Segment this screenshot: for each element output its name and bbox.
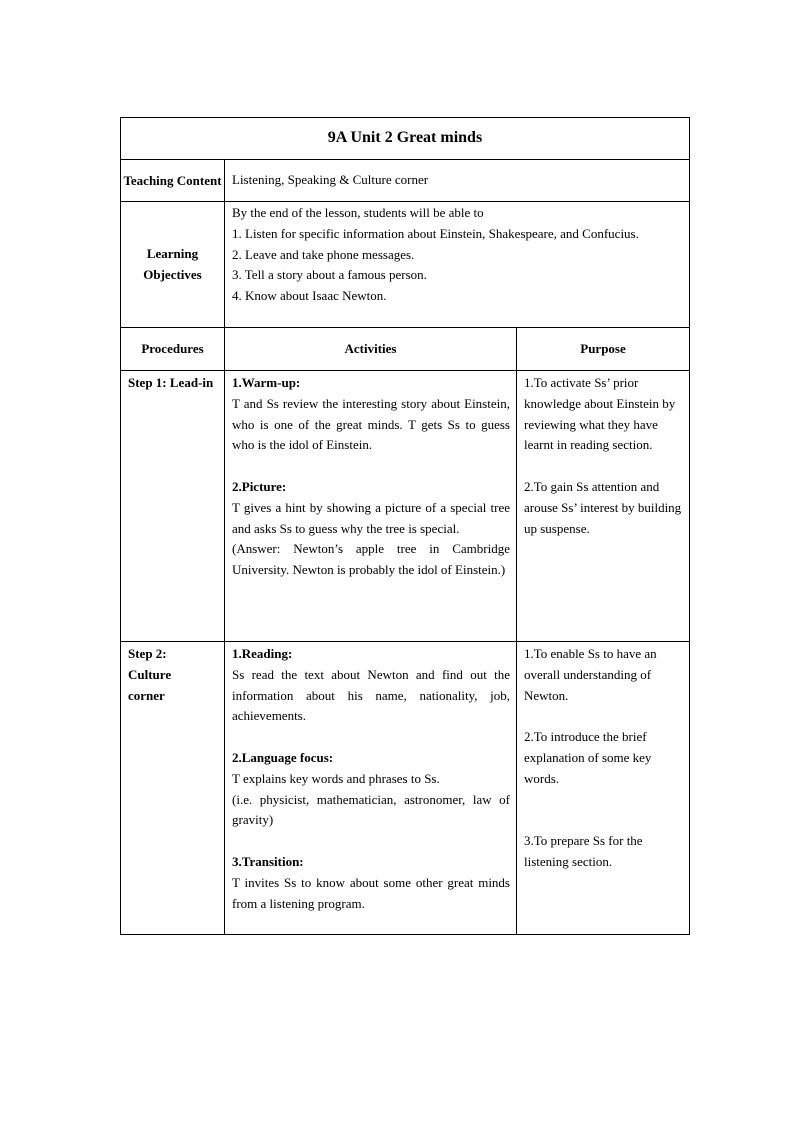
title-row bbox=[121, 118, 690, 160]
activity-heading: 1.Warm-up: bbox=[232, 375, 301, 390]
teaching-content-row bbox=[121, 160, 690, 202]
activities-header: Activities bbox=[225, 328, 517, 371]
spacer bbox=[232, 831, 510, 852]
activity-text: Ss read the text about Newton and find out the information about his name, nationality, job, achievements. bbox=[232, 666, 510, 724]
spacer bbox=[524, 810, 683, 831]
activity-text: T gives a hint by showing a picture of a special tree and asks Ss to guess why the tree is special. bbox=[232, 499, 510, 536]
step-row bbox=[121, 371, 690, 642]
lesson-plan-table bbox=[120, 117, 690, 935]
purpose-text: 2.To introduce the brief explanation of some key words. bbox=[524, 729, 652, 786]
objective-line: 1. Listen for specific information about Einstein, Shakespeare, and Confucius. bbox=[232, 225, 639, 241]
learning-objectives-row bbox=[121, 202, 690, 328]
spacer bbox=[524, 456, 683, 477]
teaching-content-label: Teaching Content bbox=[121, 160, 225, 202]
spacer bbox=[232, 456, 510, 477]
activity-note: (i.e. physicist, mathematician, astronomer, law of gravity) bbox=[232, 791, 510, 828]
step-label bbox=[121, 642, 225, 935]
activity-heading: 2.Picture: bbox=[232, 478, 287, 494]
objective-line: 4. Know about Isaac Newton. bbox=[232, 288, 387, 304]
step-row bbox=[121, 642, 690, 935]
spacer bbox=[524, 706, 683, 727]
objective-line: 2. Leave and take phone messages. bbox=[232, 246, 415, 262]
purpose-cell bbox=[517, 371, 690, 642]
activity-heading: 2.Language focus: bbox=[232, 749, 334, 765]
purpose-cell bbox=[517, 642, 690, 935]
activity-heading: 1.Reading: bbox=[232, 646, 293, 661]
lesson-title: 9A Unit 2 Great minds bbox=[121, 118, 690, 160]
step-label: Step 1: Lead-in bbox=[121, 371, 225, 642]
learning-objectives-label: Learning Objectives bbox=[121, 202, 225, 328]
activity-text: T invites Ss to know about some other great minds from a listening program. bbox=[232, 874, 510, 911]
activity-text: T explains key words and phrases to Ss. bbox=[232, 770, 440, 786]
purpose-text: 1.To activate Ss’ prior knowledge about Einstein by reviewing what they have learnt in reading section. bbox=[524, 375, 676, 453]
learning-objectives-list bbox=[225, 202, 690, 328]
activity-note: (Answer: Newton’s apple tree in Cambridge University. Newton is probably the idol of Einstein.) bbox=[232, 541, 510, 578]
activity-heading: 3.Transition: bbox=[232, 853, 304, 869]
objective-line: 3. Tell a story about a famous person. bbox=[232, 267, 427, 283]
purpose-header: Purpose bbox=[517, 328, 690, 371]
activity-text: T and Ss review the interesting story about Einstein, who is one of the great minds. T gets Ss to guess who is the idol of Einstein. bbox=[232, 395, 510, 453]
procedures-header: Procedures bbox=[121, 328, 225, 371]
column-header-row bbox=[121, 328, 690, 371]
purpose-text: 3.To prepare Ss for the listening section. bbox=[524, 833, 643, 869]
activities-cell bbox=[225, 642, 517, 935]
spacer bbox=[232, 727, 510, 748]
purpose-text: 2.To gain Ss attention and arouse Ss’ interest by building up suspense. bbox=[524, 478, 682, 536]
objective-line: By the end of the lesson, students will be able to bbox=[232, 205, 484, 220]
activities-cell bbox=[225, 371, 517, 642]
spacer bbox=[524, 790, 683, 811]
teaching-content-value: Listening, Speaking & Culture corner bbox=[225, 160, 690, 202]
purpose-text: 1.To enable Ss to have an overall understanding of Newton. bbox=[524, 646, 657, 703]
step-label-text: Step 2: Culture corner bbox=[128, 646, 172, 703]
